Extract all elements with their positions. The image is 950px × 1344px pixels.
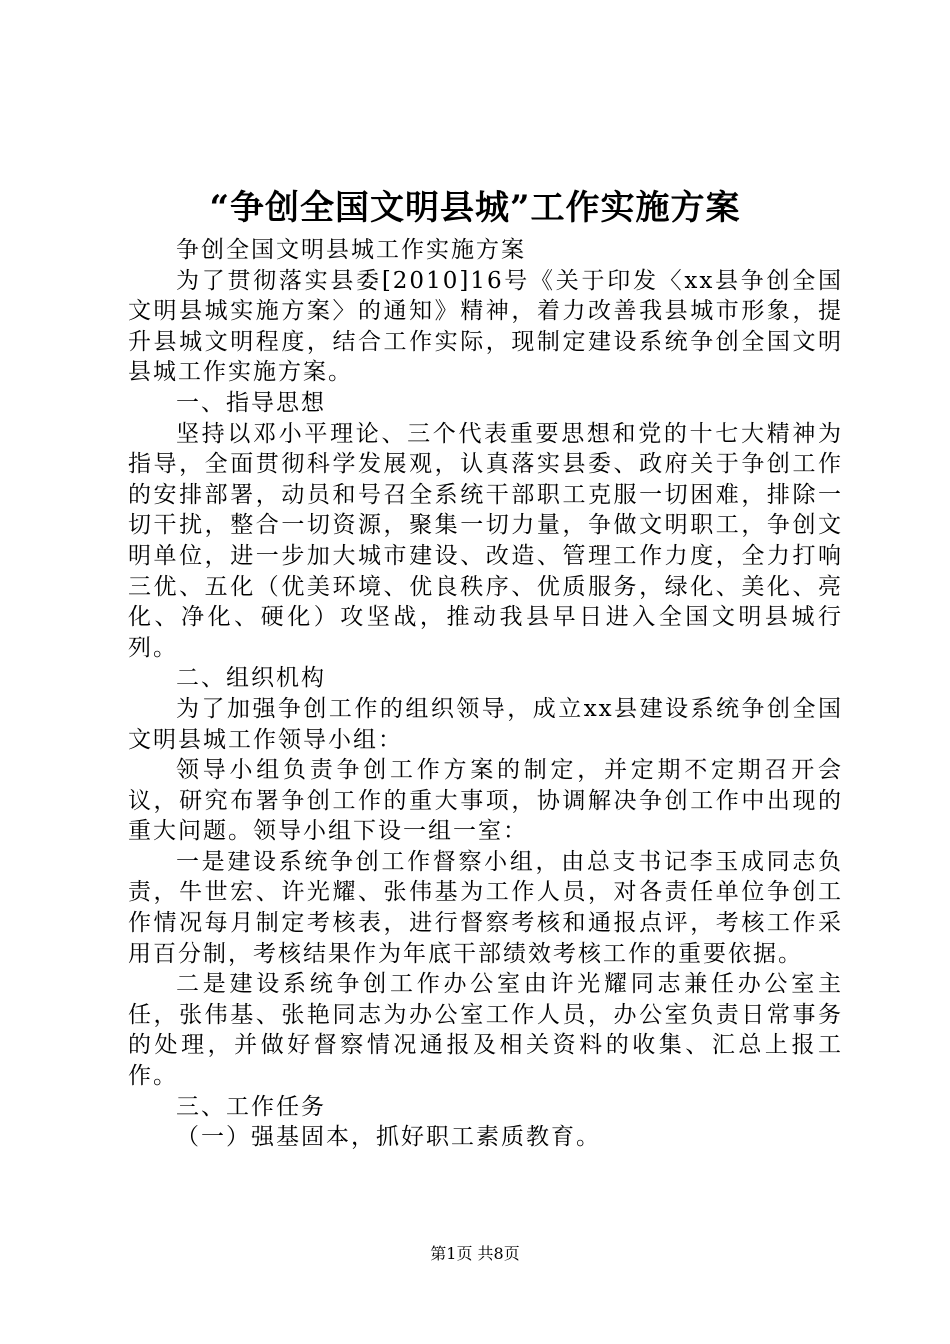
document-title: “争创全国文明县城”工作实施方案 xyxy=(209,188,741,228)
guiding-thought-paragraph: 坚持以邓小平理论、三个代表重要思想和党的十七大精神为指导，全面贯彻科学发展观，认真落实县委、政府关于争创工作的安排部署，动员和号召全系统干部职工克服一切困难，排除一切干扰，整合一切资源，聚集一切力量，争做文明职工，争创文明单位，进一步加大城市建设、改造、管理工作力度，全力打响三优、五化（优美环境、优良秩序、优质服务，绿化、美化、亮化、净化、硬化）攻坚战，推动我县早日进入全国文明县城行列。 xyxy=(128,420,843,661)
subtitle-paragraph: 争创全国文明县城工作实施方案 xyxy=(176,237,526,263)
document-body xyxy=(128,235,843,1153)
page-footer: 第1页 共8页 xyxy=(430,1244,520,1263)
section-heading-tasks: 三、工作任务 xyxy=(176,1093,326,1120)
leadership-group-paragraph: 领导小组负责争创工作方案的制定，并定期不定期召开会议，研究布署争创工作的重大事项，协调解决争创工作中出现的重大问题。领导小组下设一组一室： xyxy=(128,757,843,845)
office-paragraph: 二是建设系统争创工作办公室由许光耀同志兼任办公室主任，张伟基、张艳同志为办公室工作人员，办公室负责日常事务的处理，并做好督察情况通报及相关资料的收集、汇总上报工作。 xyxy=(128,971,843,1090)
section-heading-organization: 二、组织机构 xyxy=(176,665,326,692)
organization-paragraph: 为了加强争创工作的组织领导，成立xx县建设系统争创全国文明县城工作领导小组： xyxy=(128,695,843,753)
task-one-paragraph: （一）强基固本，抓好职工素质教育。 xyxy=(176,1124,601,1151)
inspection-group-paragraph: 一是建设系统争创工作督察小组，由总支书记李玉成同志负责，牛世宏、许光耀、张伟基为工作人员，对各责任单位争创工作情况每月制定考核表，进行督察考核和通报点评，考核工作采用百分制，考核结果作为年底干部绩效考核工作的重要依据。 xyxy=(128,848,843,967)
section-heading-guiding-thought: 一、指导思想 xyxy=(176,389,326,416)
intro-paragraph: 为了贯彻落实县委[2010]16号《关于印发〈xx县争创全国文明县城实施方案〉的通知》精神，着力改善我县城市形象，提升县城文明程度，结合工作实际，现制定建设系统争创全国文明县城工作实施方案。 xyxy=(128,267,843,386)
